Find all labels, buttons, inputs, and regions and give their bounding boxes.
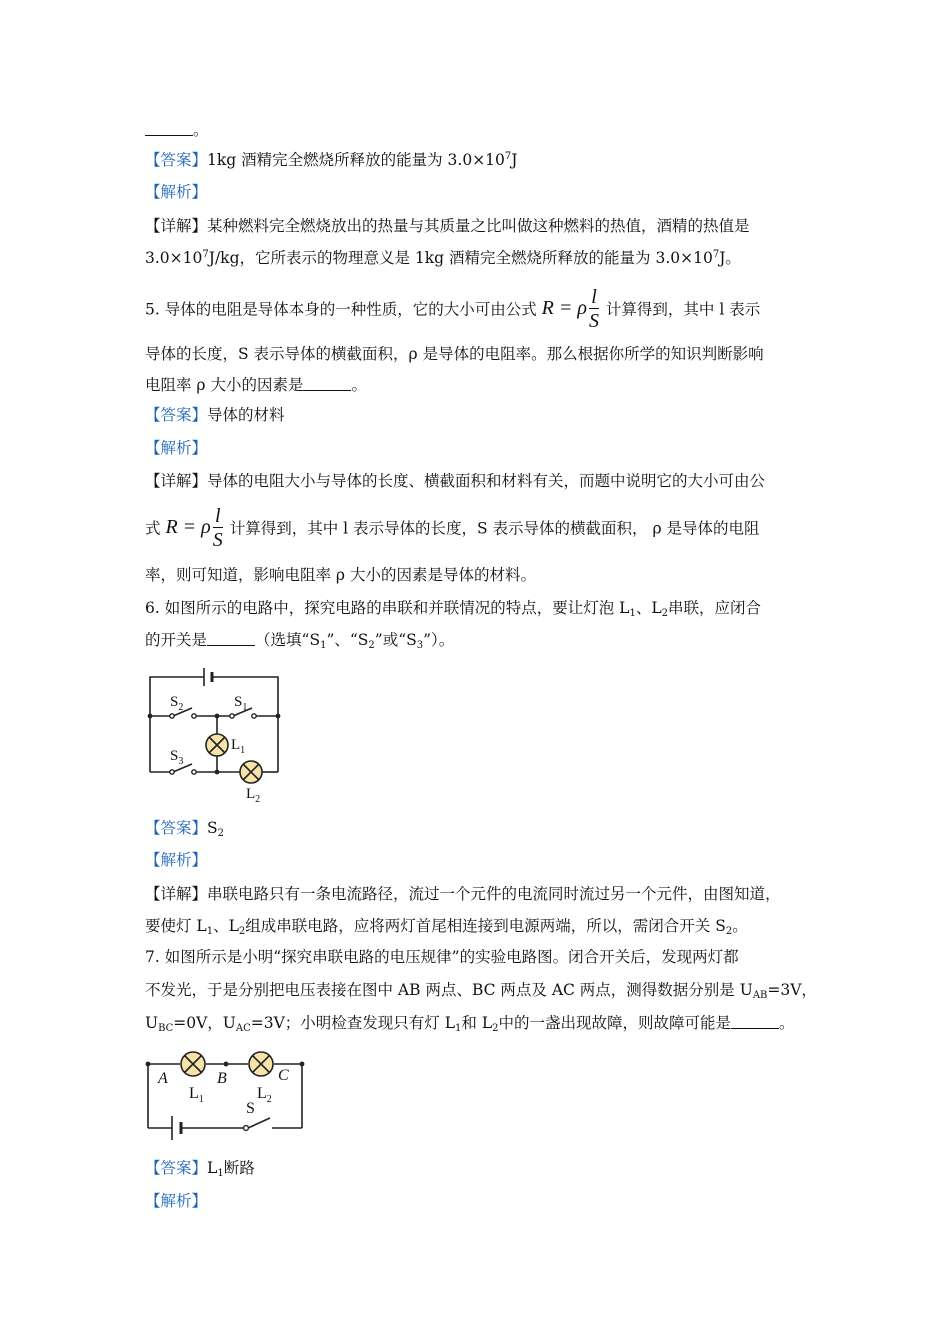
q5-detail-line-1: 【详解】导体的电阻大小与导体的长度、横截面积和材料有关，而题中说明它的大小可由公 <box>145 472 766 490</box>
fill-blank <box>303 376 351 391</box>
q6-analysis-heading: 【解析】 <box>145 851 208 869</box>
point-a-dot <box>146 1062 151 1067</box>
junction-dot <box>215 770 220 775</box>
junction-dot <box>215 714 220 719</box>
switch-contact <box>192 714 196 718</box>
label-l2: $L_2$ <box>246 786 261 805</box>
q7-question-line-1: 7. 如图所示是小明“探究串联电路的电压规律”的实验电路图。闭合开关后，发现两灯都 <box>145 948 739 966</box>
junction-dot <box>276 714 281 719</box>
answer-tag: 【答案】 <box>145 151 208 169</box>
q5-detail-line-2: 式 R = ρ $\frac{l}{S}$ 计算得到，其中 l 表示导体的长度，S 表示导体的横截面积， ρ 是导体的电阻 <box>145 505 760 551</box>
label-s: S <box>246 1100 255 1117</box>
switch-contact <box>192 770 196 774</box>
label-a: A <box>158 1070 168 1087</box>
q6-circuit-diagram <box>140 662 290 807</box>
q4-answer: 【答案】1kg 酒精完全燃烧所释放的能量为 $3.0\times 10^7J$ <box>145 151 518 169</box>
resistance-formula: R = ρ $\frac{l}{S}$ <box>165 505 223 551</box>
switch-contact <box>230 714 234 718</box>
q5-answer: 【答案】导体的材料 <box>145 406 285 424</box>
switch-contact <box>244 1126 249 1131</box>
q6-answer: 【答案】$S_2$ <box>145 819 225 839</box>
lamp-l2 <box>240 761 262 783</box>
q7-answer: 【答案】$L_1$断路 <box>145 1159 255 1179</box>
q6-detail-line-1: 【详解】串联电路只有一条电流路径，流过一个元件的电流同时流过另一个元件，由图知道， <box>145 885 781 903</box>
q6-detail-line-2: 要使灯 $L_1$、$L_2$组成串联电路，应将两灯首尾相连接到电源两端，所以，需闭合开关 $S_2$。 <box>145 917 748 937</box>
label-b: B <box>217 1070 227 1087</box>
label-s2: $S_2$ <box>170 694 184 713</box>
fill-blank <box>731 1014 779 1029</box>
junction-dot <box>148 714 153 719</box>
switch-contact <box>170 770 174 774</box>
label-l1: $L_1$ <box>231 737 246 756</box>
lamp-l2 <box>249 1052 273 1076</box>
label-c: C <box>278 1067 289 1084</box>
q4-detail-line-1: 【详解】某种燃料完全燃烧放出的热量与其质量之比叫做这种燃料的热值，酒精的热值是 <box>145 217 750 235</box>
q4-analysis-heading: 【解析】 <box>145 183 208 201</box>
label-l2: $L_2$ <box>257 1085 272 1105</box>
q5-detail-line-3: 率，则可知道，影响电阻率 ρ 大小的因素是导体的材料。 <box>145 566 536 584</box>
point-c-dot <box>300 1062 305 1067</box>
resistance-formula: R = ρ $\frac{l}{S}$ <box>541 286 599 332</box>
answer-blank-line: 。 <box>145 120 209 140</box>
q5-question-line-3: 电阻率 ρ 大小的因素是 。 <box>145 376 367 394</box>
switch-contact <box>252 714 256 718</box>
q5-analysis-heading: 【解析】 <box>145 439 208 457</box>
q6-question-line-2: 的开关是 （选填“$S_1$”、“$S_2$”或“$S_3$”）。 <box>145 631 455 651</box>
q6-question-line-1: 6. 如图所示的电路中，探究电路的串联和并联情况的特点，要让灯泡 $L_1$、$L_2$串联，应闭合 <box>145 599 762 619</box>
q5-question-line-1: 5. 导体的电阻是导体本身的一种性质，它的大小可由公式 R = ρ $\frac{l}{S}$ 计算得到，其中 l 表示 <box>145 286 761 332</box>
q7-analysis-heading: 【解析】 <box>145 1192 208 1210</box>
q5-question-line-2: 导体的长度，S 表示导体的横截面积，ρ 是导体的电阻率。那么根据你所学的知识判断影响 <box>145 345 764 363</box>
point-b-dot <box>224 1062 229 1067</box>
label-s1: $S_1$ <box>234 694 248 713</box>
q7-question-line-2: 不发光，于是分别把电压表接在图中 AB 两点、BC 两点及 AC 两点，测得数据分别是 $U_{AB}=3V$， <box>145 981 817 1001</box>
label-l1: $L_1$ <box>189 1085 204 1105</box>
q7-circuit-diagram <box>140 1042 310 1147</box>
lamp-l1 <box>181 1052 205 1076</box>
lamp-l1 <box>206 734 228 756</box>
fill-blank <box>145 121 193 136</box>
q4-detail-line-2: $3.0\times 10^7J/kg$，它所表示的物理意义是 1kg 酒精完全燃烧所释放的能量为 $3.0\times 10^7J$。 <box>145 249 741 267</box>
switch-s <box>248 1118 270 1128</box>
switch-contact <box>170 714 174 718</box>
label-s3: $S_3$ <box>170 748 184 767</box>
fill-blank <box>207 631 255 646</box>
q7-question-line-3: $U_{BC}=0V$，$U_{AC}=3V$；小明检查发现只有灯 $L_1$和 $L_2$中的一盏出现故障，则故障可能是 。 <box>145 1014 795 1034</box>
